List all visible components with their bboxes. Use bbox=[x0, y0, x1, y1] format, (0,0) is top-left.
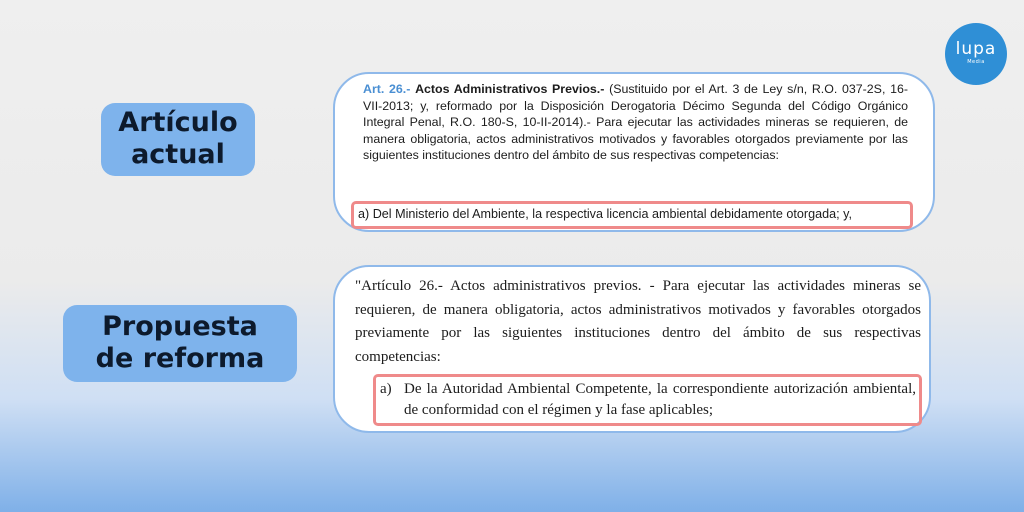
current-item-a: a) Del Ministerio del Ambiente, la respectiva licencia ambiental debidamente otorgada; y, bbox=[358, 207, 852, 221]
logo-subtitle: Media bbox=[967, 59, 985, 65]
proposed-article-text: "Artículo 26.- Actos administrativos previos. - Para ejecutar las actividades mineras se requieren, de manera obligatoria, actos administrativos motivados y favorables otorgados previamente por las siguientes instituciones dentro del ámbito de sus respectivas competencias: bbox=[355, 278, 921, 365]
proposed-item-a bbox=[380, 379, 916, 421]
article-title: Actos Administrativos Previos.- bbox=[415, 82, 605, 96]
current-article-label: Artículo actual bbox=[101, 103, 255, 176]
article-number: Art. 26.- bbox=[363, 82, 411, 96]
logo-wordmark: lupa bbox=[955, 39, 997, 59]
lupa-logo bbox=[945, 23, 1007, 85]
proposed-item-letter: a) bbox=[380, 381, 392, 397]
current-article-text bbox=[363, 81, 908, 164]
proposed-item-text: De la Autoridad Ambiental Competente, la correspondiente autorización ambiental, de conformidad con el régimen y la fase aplicables; bbox=[404, 381, 916, 418]
article-body: (Sustituido por el Art. 3 de Ley s/n, R.O. 037-2S, 16-VII-2013; y, reformado por la Disposición Derogatoria Décimo Segunda del Código Orgánico Integral Penal, R.O. 180-S, 10-II-2014).- Para ejecutar las actividades mineras se requieren, de manera obligatoria, actos administrativos motivados y favorables otorgados previamente por las siguientes instituciones dentro del ámbito de sus respectivas competencias: bbox=[363, 82, 908, 162]
proposed-reform-label: Propuesta de reforma bbox=[63, 305, 297, 382]
